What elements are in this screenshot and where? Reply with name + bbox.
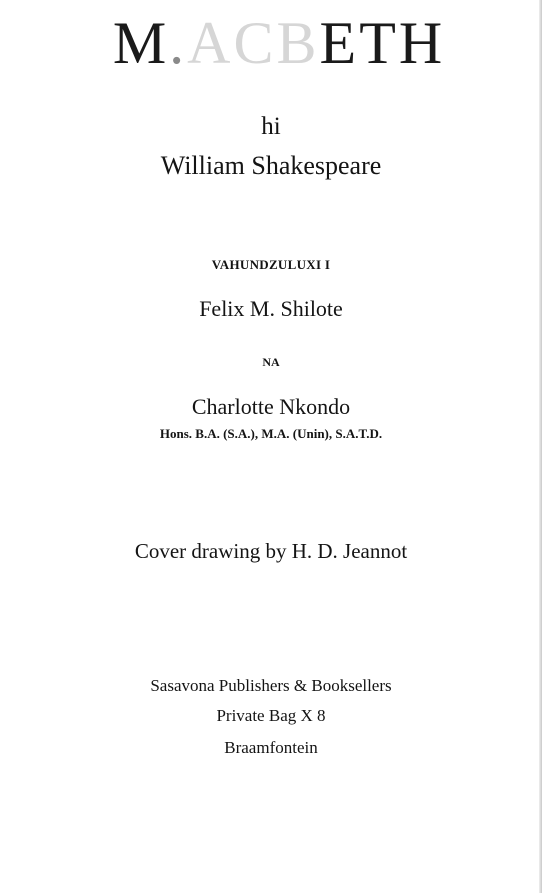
translator-1: Felix M. Shilote	[199, 296, 343, 321]
publisher-city: Braamfontein	[224, 738, 318, 757]
translator-2-degrees: Hons. B.A. (S.A.), M.A. (Unin), S.A.T.D.	[159, 426, 383, 441]
book-title-end: ETH	[319, 10, 446, 76]
cover-credit: Cover drawing by H. D. Jeannot	[134, 539, 408, 563]
book-title-faded: ACB	[187, 10, 320, 76]
author-name: William Shakespeare	[160, 151, 382, 180]
book-title-dot: .	[169, 10, 188, 76]
publisher-address: Private Bag X 8	[216, 706, 326, 725]
publisher-name: Sasavona Publishers & Booksellers	[150, 676, 392, 695]
translator-2: Charlotte Nkondo	[191, 394, 351, 419]
book-title	[8, 8, 542, 78]
book-title-m: M	[112, 10, 170, 76]
conjunction: NA	[262, 355, 280, 369]
by-word: hi	[261, 113, 281, 140]
translators-label: VAHUNDZULUXI I	[211, 257, 331, 272]
